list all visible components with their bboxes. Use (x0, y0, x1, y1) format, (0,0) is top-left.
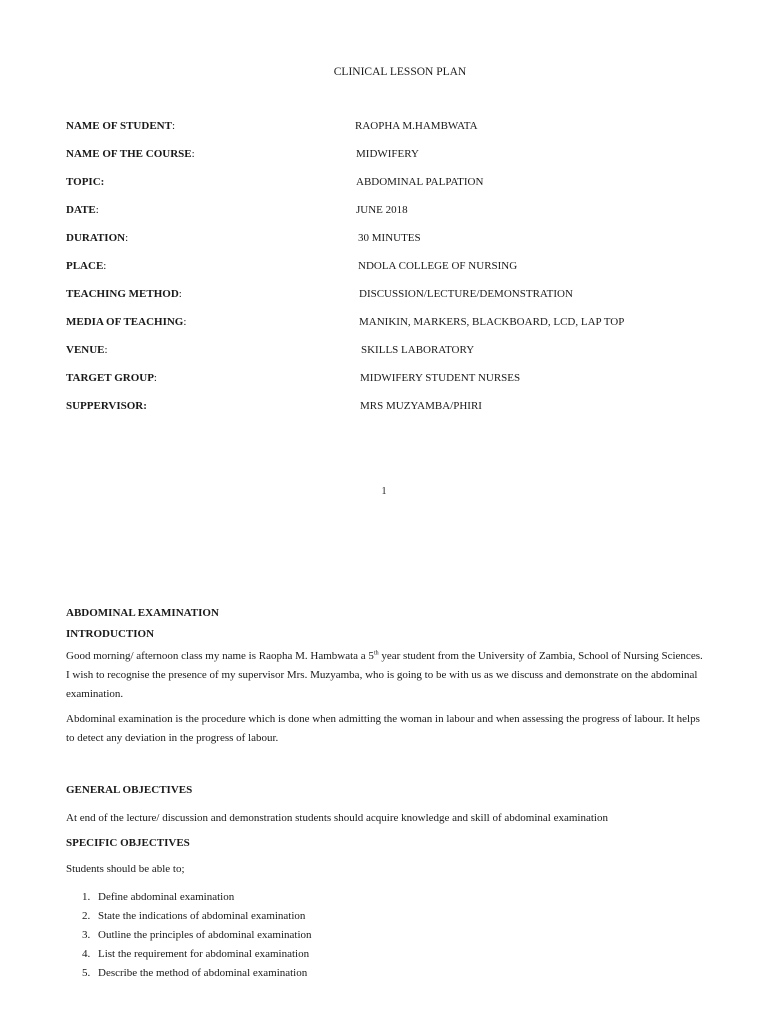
field-value: NDOLA COLLEGE OF NURSING (358, 260, 518, 272)
field-value: MIDWIFERY (356, 148, 419, 160)
field-row-venue (66, 344, 706, 360)
page-title: CLINICAL LESSON PLAN (333, 66, 467, 78)
field-row-topic (66, 176, 706, 192)
field-label: PLACE: (66, 260, 107, 272)
list-item: 4. List the requirement for abdominal examination (82, 948, 310, 960)
field-label: NAME OF THE COURSE: (66, 148, 195, 160)
field-row-target-group (66, 372, 706, 388)
introduction-paragraph: Good morning/ afternoon class my name is Raopha M. Hambwata a 5th year student from the University of Zambia, School of Nursing Sciences. I wish to recognise the presence of my supervisor Mrs. Muzyamba, who is going to be with us as we discuss and demonstrate on the abdominal examination. (66, 650, 703, 700)
field-label: MEDIA OF TEACHING: (66, 316, 187, 328)
field-label: DATE: (66, 204, 99, 216)
field-row-teaching-method (66, 288, 706, 304)
field-row-media-of-teaching (66, 316, 706, 332)
list-item: 5. Describe the method of abdominal examination (82, 967, 308, 979)
ordinal-superscript: th (373, 650, 379, 657)
field-row-supervisor (66, 400, 706, 416)
specific-objectives-list (66, 888, 312, 983)
field-label: TEACHING METHOD: (66, 288, 182, 300)
field-label: DURATION: (66, 232, 129, 244)
field-label: TARGET GROUP: (66, 372, 157, 384)
field-value: MANIKIN, MARKERS, BLACKBOARD, LCD, LAP TOP (359, 316, 625, 328)
list-item: 2. State the indications of abdominal examination (82, 910, 306, 922)
field-row-date (66, 204, 706, 220)
field-value: 30 MINUTES (358, 232, 421, 244)
field-value: MRS MUZYAMBA/PHIRI (360, 400, 482, 412)
general-objectives-text: At end of the lecture/ discussion and demonstration students should acquire knowledge and skill of abdominal examination (66, 812, 608, 824)
field-value: DISCUSSION/LECTURE/DEMONSTRATION (359, 288, 573, 300)
field-row-duration (66, 232, 706, 248)
field-row-student-name (66, 120, 706, 136)
list-item: 1. Define abdominal examination (82, 891, 235, 903)
field-value: RAOPHA M.HAMBWATA (355, 120, 478, 132)
field-label: TOPIC: (66, 176, 105, 188)
field-label: SUPPERVISOR: (66, 400, 147, 412)
field-row-place (66, 260, 706, 276)
page-number: 1 (381, 486, 387, 497)
specific-objectives-intro: Students should be able to; (66, 863, 185, 875)
introduction-paragraph-2: Abdominal examination is the procedure which is done when admitting the woman in labour and when assessing the progress of labour. It helps to detect any deviation in the progress of labour. (66, 713, 700, 744)
specific-objectives-heading: SPECIFIC OBJECTIVES (66, 837, 190, 849)
general-objectives-heading: GENERAL OBJECTIVES (66, 784, 193, 796)
field-value: SKILLS LABORATORY (361, 344, 475, 356)
field-value: JUNE 2018 (356, 204, 408, 216)
field-label: NAME OF STUDENT: (66, 120, 175, 132)
field-label: VENUE: (66, 344, 108, 356)
list-item: 3. Outline the principles of abdominal examination (82, 929, 312, 941)
field-value: MIDWIFERY STUDENT NURSES (360, 372, 521, 384)
introduction-heading: INTRODUCTION (66, 628, 155, 640)
section-heading: ABDOMINAL EXAMINATION (66, 607, 219, 619)
field-value: ABDOMINAL PALPATION (356, 176, 484, 188)
field-row-course-name (66, 148, 706, 164)
